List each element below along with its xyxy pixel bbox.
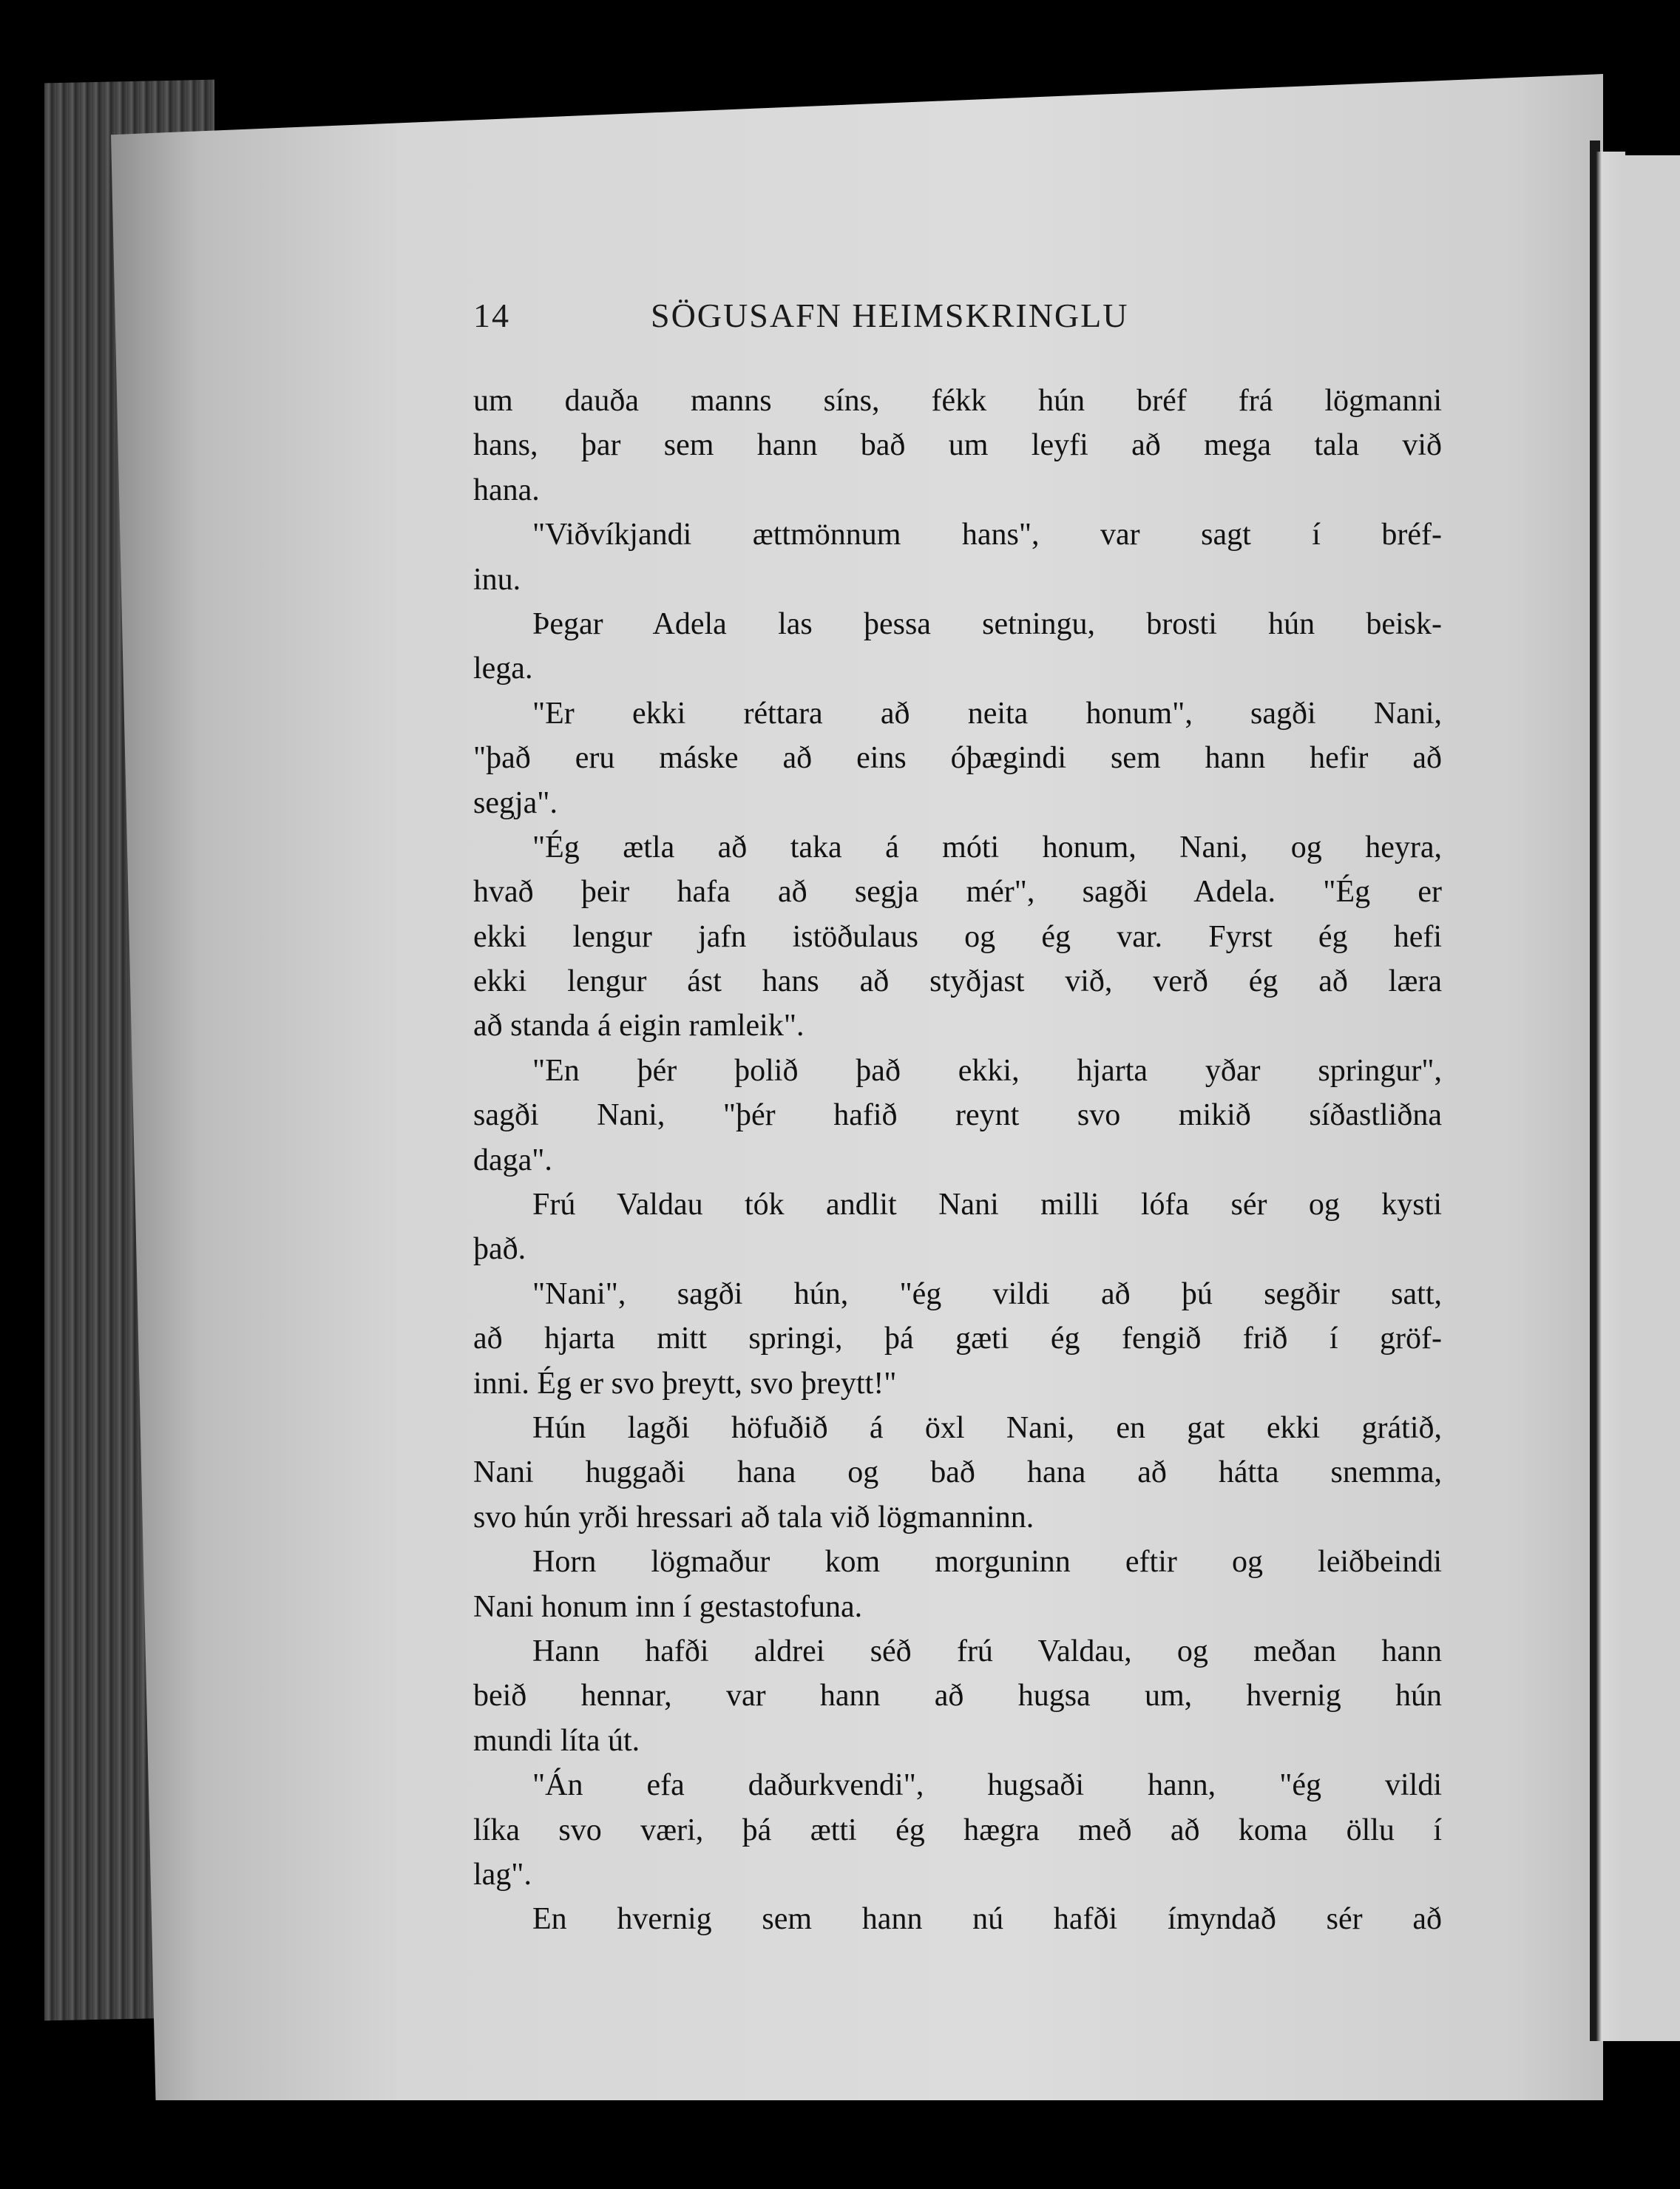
- facing-page: [1625, 155, 1680, 2041]
- text-line: Nani huggaði hana og bað hana að hátta snemma,: [473, 1455, 1442, 1490]
- text-line: svo hún yrði hressari að tala við lögmanninn.: [473, 1500, 1034, 1535]
- text-line: hvað þeir hafa að segja mér", sagði Adela. "Ég er: [473, 875, 1442, 910]
- text-line: Þegar Adela las þessa setningu, brosti hún beisk-: [532, 606, 1442, 641]
- body-text: [473, 379, 1442, 1942]
- text-line: "Nani", sagði hún, "ég vildi að þú segðir satt,: [532, 1276, 1442, 1311]
- text-line: líka svo væri, þá ætti ég hægra með að koma öllu í: [473, 1813, 1442, 1847]
- text-line: "Án efa daðurkvendi", hugsaði hann, "ég vildi: [532, 1768, 1442, 1803]
- text-line: daga".: [473, 1143, 552, 1177]
- text-line: "Ég ætla að taka á móti honum, Nani, og heyra,: [532, 830, 1442, 865]
- text-line: Frú Valdau tók andlit Nani milli lófa sér og kysti: [532, 1188, 1442, 1222]
- text-line: að standa á eigin ramleik".: [473, 1009, 805, 1043]
- text-line: "það eru máske að eins óþægindi sem hann hefir að: [473, 741, 1442, 776]
- text-line: lega.: [473, 652, 533, 686]
- text-line: hana.: [473, 473, 540, 507]
- text-line: mundi líta út.: [473, 1723, 640, 1758]
- page-number: 14: [473, 297, 510, 334]
- text-line: að hjarta mitt springi, þá gæti ég fengið frið í gröf-: [473, 1322, 1442, 1356]
- text-line: "En þér þolið það ekki, hjarta yðar springur",: [532, 1053, 1442, 1088]
- text-line: Nani honum inn í gestastofuna.: [473, 1589, 863, 1624]
- text-line: ekki lengur jafn istöðulaus og ég var. Fyrst ég hefi: [473, 919, 1442, 954]
- text-line: "Viðvíkjandi ættmönnum hans", var sagt í bréf-: [532, 518, 1442, 552]
- text-line: inni. Ég er svo þreytt, svo þreytt!": [473, 1366, 897, 1401]
- text-line: Horn lögmaður kom morguninn eftir og leiðbeindi: [532, 1545, 1442, 1580]
- running-head: SÖGUSAFN HEIMSKRINGLU: [651, 297, 1129, 334]
- text-line: um dauða manns síns, fékk hún bréf frá lögmanni: [473, 384, 1442, 418]
- text-line: lag".: [473, 1857, 532, 1892]
- text-line: hans, þar sem hann bað um leyfi að mega tala við: [473, 428, 1442, 463]
- text-line: Hún lagði höfuðið á öxl Nani, en gat ekki grátið,: [532, 1410, 1442, 1445]
- text-line: inu.: [473, 562, 521, 597]
- text-line: Hann hafði aldrei séð frú Valdau, og meðan hann: [532, 1634, 1442, 1668]
- text-line: segja".: [473, 785, 558, 820]
- text-line: sagði Nani, "þér hafið reynt svo mikið síðastliðna: [473, 1098, 1442, 1133]
- facing-page-edge: [1596, 152, 1625, 2041]
- text-line: "Er ekki réttara að neita honum", sagði Nani,: [532, 696, 1442, 731]
- text-line: það.: [473, 1232, 526, 1267]
- text-line: En hvernig sem hann nú hafði ímyndað sér að: [532, 1902, 1442, 1937]
- text-line: beið hennar, var hann að hugsa um, hvernig hún: [473, 1679, 1442, 1713]
- text-line: ekki lengur ást hans að styðjast við, verð ég að læra: [473, 964, 1442, 999]
